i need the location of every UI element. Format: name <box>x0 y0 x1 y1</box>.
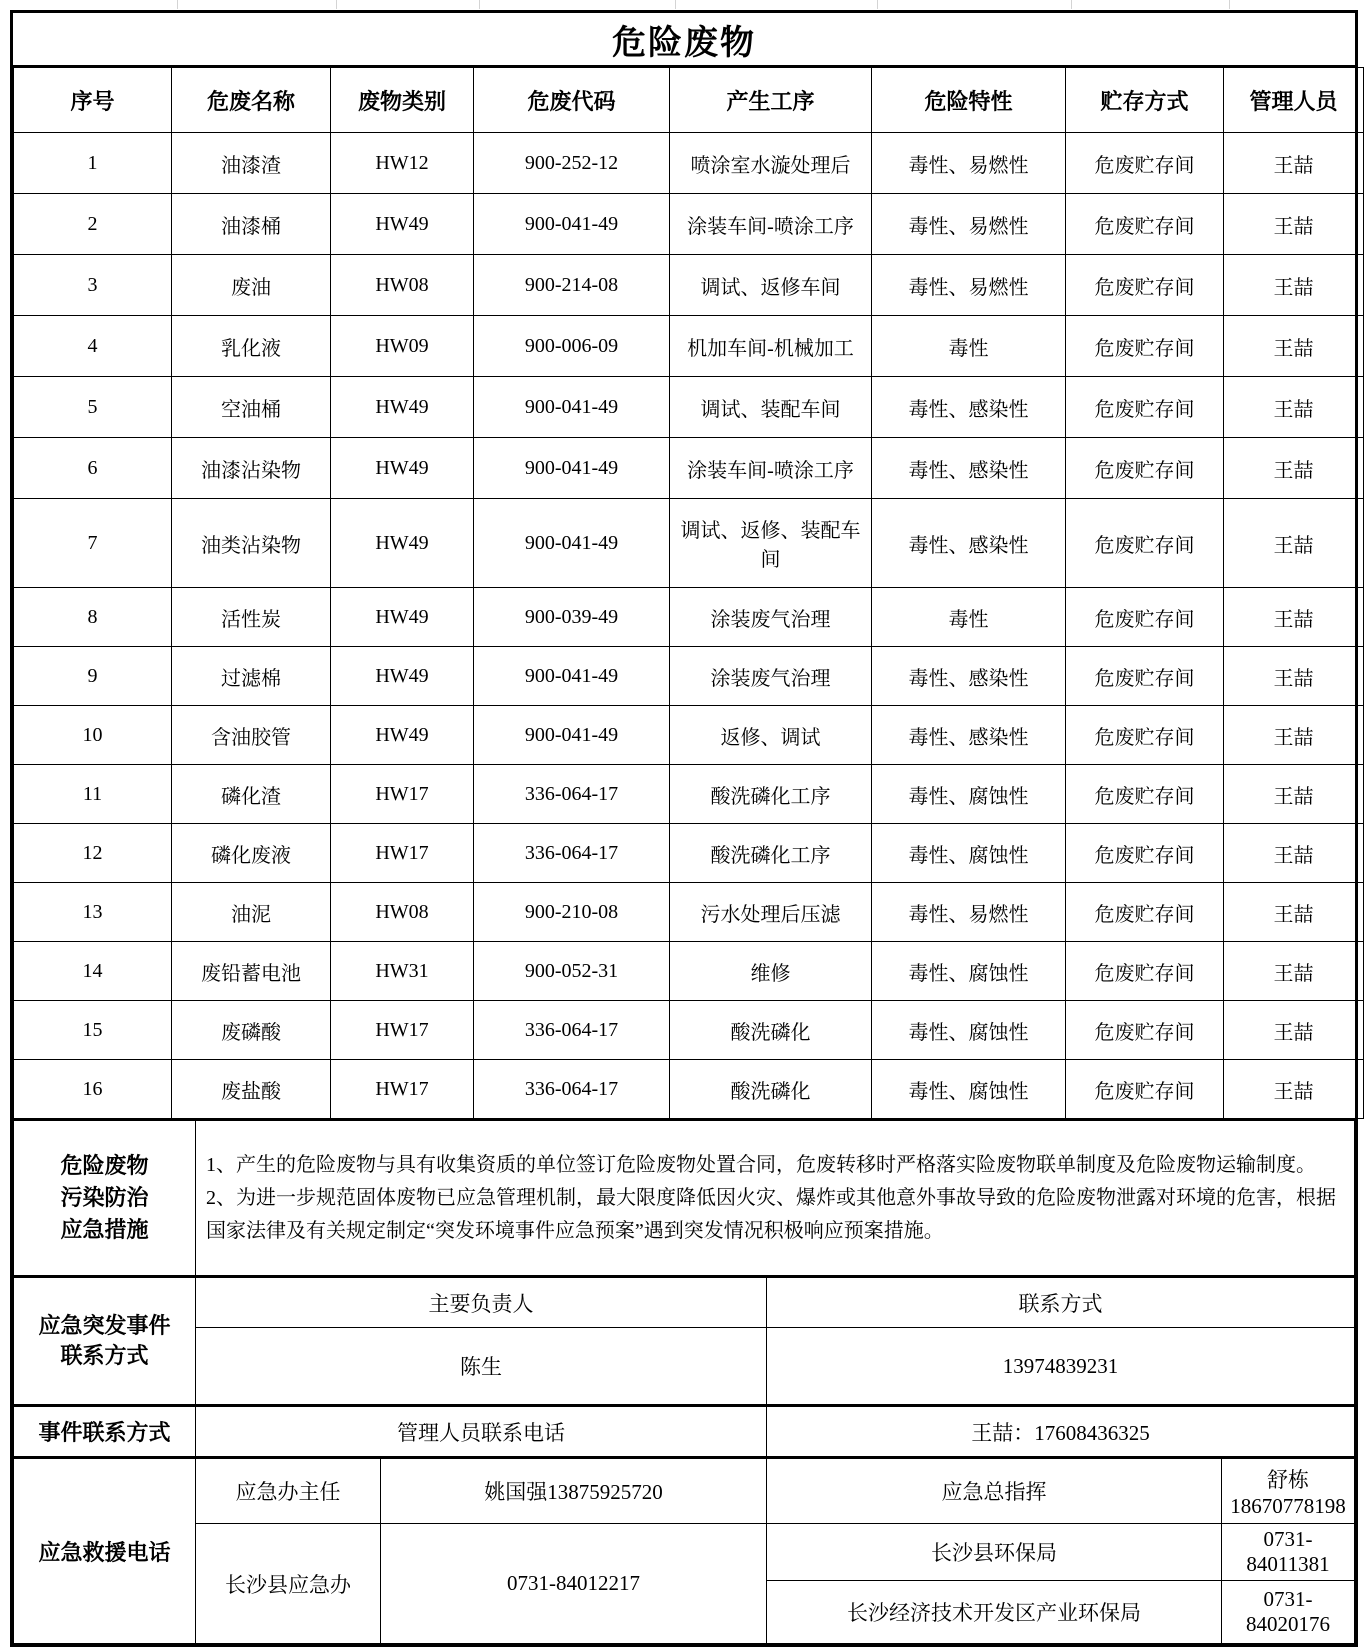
header-index: 序号 <box>14 68 172 133</box>
cell-waste-code: 900-039-49 <box>474 588 670 647</box>
cell-waste-name: 废磷酸 <box>172 1001 331 1060</box>
cell-waste-name: 乳化液 <box>172 316 331 377</box>
cell-waste-category: HW49 <box>331 647 474 706</box>
event-contact-section <box>13 1405 1355 1457</box>
cell-storage-method: 危废贮存间 <box>1066 765 1224 824</box>
event-contact-label: 事件联系方式 <box>14 1406 196 1457</box>
cell-hazard-characteristic: 毒性、腐蚀性 <box>872 1060 1066 1119</box>
cell-hazard-characteristic: 毒性、腐蚀性 <box>872 765 1066 824</box>
measures-label-text: 危险废物污染防治应急措施 <box>60 1153 149 1242</box>
cell-hazard-characteristic: 毒性、易燃性 <box>872 133 1066 194</box>
cell-manager: 王喆 <box>1224 765 1364 824</box>
cell-process: 机加车间-机械加工 <box>670 316 872 377</box>
cell-storage-method: 危废贮存间 <box>1066 588 1224 647</box>
table-row <box>14 824 1364 883</box>
cell-manager: 王喆 <box>1224 1060 1364 1119</box>
cell-waste-name: 油泥 <box>172 883 331 942</box>
cell-storage-method: 危废贮存间 <box>1066 1001 1224 1060</box>
rescue-commander-contact: 舒栋18670778198 <box>1222 1458 1355 1524</box>
measures-item-1: 1、产生的危险废物与具有收集资质的单位签订危险废物处置合同，危废转移时严格落实险废物联单制度及危险废物运输制度。 <box>206 1153 1316 1176</box>
cell-manager: 王喆 <box>1224 883 1364 942</box>
gridline-tick <box>675 0 676 9</box>
cell-hazard-characteristic: 毒性、腐蚀性 <box>872 1001 1066 1060</box>
cell-waste-category: HW49 <box>331 438 474 499</box>
cell-process: 维修 <box>670 942 872 1001</box>
cell-process: 调试、返修车间 <box>670 255 872 316</box>
gridline-tick <box>479 0 480 9</box>
header-process: 产生工序 <box>670 68 872 133</box>
gridline-tick <box>177 0 178 9</box>
rescue-commander-title: 应急总指挥 <box>767 1458 1222 1524</box>
cell-manager: 王喆 <box>1224 499 1364 588</box>
cell-waste-code: 336-064-17 <box>474 1001 670 1060</box>
rescue-row-1 <box>14 1458 1355 1524</box>
rescue-label: 应急救援电话 <box>14 1458 196 1644</box>
cell-hazard-characteristic: 毒性、腐蚀性 <box>872 942 1066 1001</box>
measures-row <box>14 1120 1355 1276</box>
cell-waste-name: 油漆桶 <box>172 194 331 255</box>
rescue-row-2 <box>14 1524 1355 1581</box>
rescue-office-name: 长沙县应急办 <box>196 1524 381 1644</box>
table-row <box>14 133 1364 194</box>
gridline-tick <box>877 0 878 9</box>
cell-waste-code: 336-064-17 <box>474 1060 670 1119</box>
cell-waste-code: 900-214-08 <box>474 255 670 316</box>
cell-process: 酸洗磷化工序 <box>670 824 872 883</box>
cell-waste-category: HW49 <box>331 377 474 438</box>
emergency-contact-label <box>14 1277 196 1405</box>
cell-index: 16 <box>14 1060 172 1119</box>
cell-waste-category: HW08 <box>331 255 474 316</box>
cell-waste-code: 900-052-31 <box>474 942 670 1001</box>
rescue-env-phone-1: 0731-84011381 <box>1222 1524 1355 1581</box>
cell-waste-code: 900-041-49 <box>474 438 670 499</box>
cell-index: 3 <box>14 255 172 316</box>
cell-index: 13 <box>14 883 172 942</box>
cell-storage-method: 危废贮存间 <box>1066 1060 1224 1119</box>
measures-section <box>13 1119 1355 1276</box>
hazardous-waste-sheet <box>10 10 1358 1647</box>
emergency-contact-section <box>13 1276 1355 1405</box>
cell-index: 14 <box>14 942 172 1001</box>
emergency-contact-contact-header: 联系方式 <box>767 1277 1355 1328</box>
emergency-contact-header-row <box>14 1277 1355 1328</box>
emergency-contact-phone: 13974839231 <box>767 1328 1355 1405</box>
cell-storage-method: 危废贮存间 <box>1066 499 1224 588</box>
gridline-tick <box>1229 0 1230 9</box>
cell-manager: 王喆 <box>1224 255 1364 316</box>
cell-waste-category: HW17 <box>331 1001 474 1060</box>
cell-process: 涂装车间-喷涂工序 <box>670 194 872 255</box>
header-waste-code: 危废代码 <box>474 68 670 133</box>
event-contact-field: 管理人员联系电话 <box>196 1406 767 1457</box>
cell-waste-name: 过滤棉 <box>172 647 331 706</box>
cell-waste-name: 废油 <box>172 255 331 316</box>
cell-index: 1 <box>14 133 172 194</box>
cell-storage-method: 危废贮存间 <box>1066 942 1224 1001</box>
cell-storage-method: 危废贮存间 <box>1066 883 1224 942</box>
table-row <box>14 1060 1364 1119</box>
cell-waste-code: 900-041-49 <box>474 706 670 765</box>
cell-process: 调试、返修、装配车间 <box>670 499 872 588</box>
cell-manager: 王喆 <box>1224 1001 1364 1060</box>
rescue-env-phone-2: 0731-84020176 <box>1222 1581 1355 1644</box>
rescue-director-title: 应急办主任 <box>196 1458 381 1524</box>
emergency-contact-label-text: 应急突发事件联系方式 <box>38 1313 171 1368</box>
cell-manager: 王喆 <box>1224 316 1364 377</box>
cell-index: 10 <box>14 706 172 765</box>
cell-hazard-characteristic: 毒性 <box>872 316 1066 377</box>
cell-hazard-characteristic: 毒性、感染性 <box>872 438 1066 499</box>
cell-waste-code: 900-041-49 <box>474 377 670 438</box>
cell-manager: 王喆 <box>1224 706 1364 765</box>
cell-process: 酸洗磷化 <box>670 1060 872 1119</box>
cell-hazard-characteristic: 毒性 <box>872 588 1066 647</box>
cell-index: 12 <box>14 824 172 883</box>
cell-waste-category: HW49 <box>331 499 474 588</box>
cell-hazard-characteristic: 毒性、感染性 <box>872 647 1066 706</box>
cell-waste-category: HW17 <box>331 765 474 824</box>
cell-manager: 王喆 <box>1224 942 1364 1001</box>
cell-waste-code: 900-252-12 <box>474 133 670 194</box>
event-contact-row <box>14 1406 1355 1457</box>
table-row <box>14 316 1364 377</box>
cell-manager: 王喆 <box>1224 824 1364 883</box>
cell-manager: 王喆 <box>1224 647 1364 706</box>
table-row <box>14 883 1364 942</box>
cell-waste-name: 含油胶管 <box>172 706 331 765</box>
measures-text <box>196 1120 1355 1276</box>
gridline-tick <box>1071 0 1072 9</box>
cell-hazard-characteristic: 毒性、感染性 <box>872 499 1066 588</box>
emergency-contact-value-row <box>14 1328 1355 1405</box>
header-waste-category: 废物类别 <box>331 68 474 133</box>
cell-index: 5 <box>14 377 172 438</box>
cell-manager: 王喆 <box>1224 588 1364 647</box>
cell-waste-name: 磷化渣 <box>172 765 331 824</box>
cell-process: 调试、装配车间 <box>670 377 872 438</box>
waste-table-body <box>14 133 1364 1119</box>
cell-manager: 王喆 <box>1224 133 1364 194</box>
cell-manager: 王喆 <box>1224 194 1364 255</box>
cell-storage-method: 危废贮存间 <box>1066 438 1224 499</box>
cell-waste-category: HW31 <box>331 942 474 1001</box>
cell-waste-category: HW17 <box>331 824 474 883</box>
cell-waste-category: HW12 <box>331 133 474 194</box>
cell-index: 8 <box>14 588 172 647</box>
table-header-row <box>14 68 1364 133</box>
cell-waste-code: 900-210-08 <box>474 883 670 942</box>
cell-waste-code: 336-064-17 <box>474 824 670 883</box>
cell-waste-code: 900-041-49 <box>474 194 670 255</box>
measures-item-2: 2、为进一步规范固体废物已应急管理机制，最大限度降低因火灾、爆炸或其他意外事故导致的危险废物泄露对环境的危害，根据国家法律及有关规定制定“突发环境事件应急预案”遇到突发情况积极响应预案措施。 <box>206 1186 1336 1242</box>
cell-index: 11 <box>14 765 172 824</box>
cell-hazard-characteristic: 毒性、易燃性 <box>872 883 1066 942</box>
rescue-env-bureau-1: 长沙县环保局 <box>767 1524 1222 1581</box>
cell-process: 涂装废气治理 <box>670 588 872 647</box>
cell-index: 7 <box>14 499 172 588</box>
table-row <box>14 765 1364 824</box>
table-row <box>14 255 1364 316</box>
table-row <box>14 194 1364 255</box>
cell-index: 15 <box>14 1001 172 1060</box>
cell-storage-method: 危废贮存间 <box>1066 647 1224 706</box>
cell-manager: 王喆 <box>1224 438 1364 499</box>
rescue-phone-section <box>13 1457 1355 1644</box>
table-row <box>14 377 1364 438</box>
rescue-office-phone: 0731-84012217 <box>381 1524 767 1644</box>
cell-waste-category: HW49 <box>331 706 474 765</box>
cell-waste-code: 336-064-17 <box>474 765 670 824</box>
header-storage-method: 贮存方式 <box>1066 68 1224 133</box>
cell-waste-category: HW17 <box>331 1060 474 1119</box>
cell-hazard-characteristic: 毒性、易燃性 <box>872 255 1066 316</box>
cell-hazard-characteristic: 毒性、感染性 <box>872 706 1066 765</box>
table-row <box>14 706 1364 765</box>
cell-waste-name: 活性炭 <box>172 588 331 647</box>
cell-process: 污水处理后压滤 <box>670 883 872 942</box>
cell-index: 4 <box>14 316 172 377</box>
cell-waste-name: 油漆沾染物 <box>172 438 331 499</box>
header-hazard-characteristic: 危险特性 <box>872 68 1066 133</box>
cell-storage-method: 危废贮存间 <box>1066 133 1224 194</box>
cell-index: 6 <box>14 438 172 499</box>
cell-process: 酸洗磷化 <box>670 1001 872 1060</box>
emergency-contact-person: 陈生 <box>196 1328 767 1405</box>
rescue-env-bureau-2: 长沙经济技术开发区产业环保局 <box>767 1581 1222 1644</box>
cell-manager: 王喆 <box>1224 377 1364 438</box>
table-row <box>14 647 1364 706</box>
table-row <box>14 1001 1364 1060</box>
cell-waste-category: HW09 <box>331 316 474 377</box>
cell-storage-method: 危废贮存间 <box>1066 377 1224 438</box>
header-manager: 管理人员 <box>1224 68 1364 133</box>
cell-waste-category: HW49 <box>331 194 474 255</box>
table-row <box>14 499 1364 588</box>
cell-waste-category: HW49 <box>331 588 474 647</box>
cell-waste-name: 废铅蓄电池 <box>172 942 331 1001</box>
cell-waste-name: 油类沾染物 <box>172 499 331 588</box>
cell-hazard-characteristic: 毒性、易燃性 <box>872 194 1066 255</box>
gridline-tick <box>336 0 337 9</box>
table-row <box>14 438 1364 499</box>
emergency-contact-person-header: 主要负责人 <box>196 1277 767 1328</box>
cell-process: 涂装废气治理 <box>670 647 872 706</box>
table-row <box>14 588 1364 647</box>
cell-process: 喷涂室水漩处理后 <box>670 133 872 194</box>
cell-process: 返修、调试 <box>670 706 872 765</box>
cell-index: 9 <box>14 647 172 706</box>
cell-waste-code: 900-006-09 <box>474 316 670 377</box>
cell-waste-name: 油漆渣 <box>172 133 331 194</box>
table-row <box>14 942 1364 1001</box>
cell-waste-category: HW08 <box>331 883 474 942</box>
cell-storage-method: 危废贮存间 <box>1066 255 1224 316</box>
rescue-director-contact: 姚国强13875925720 <box>381 1458 767 1524</box>
cell-storage-method: 危废贮存间 <box>1066 824 1224 883</box>
cell-process: 涂装车间-喷涂工序 <box>670 438 872 499</box>
cell-waste-name: 空油桶 <box>172 377 331 438</box>
header-waste-name: 危废名称 <box>172 68 331 133</box>
page-title: 危险废物 <box>13 13 1355 67</box>
cell-waste-name: 废盐酸 <box>172 1060 331 1119</box>
measures-label <box>14 1120 196 1276</box>
event-contact-value: 王喆：17608436325 <box>767 1406 1355 1457</box>
cell-storage-method: 危废贮存间 <box>1066 706 1224 765</box>
cell-waste-code: 900-041-49 <box>474 647 670 706</box>
cell-waste-name: 磷化废液 <box>172 824 331 883</box>
cell-storage-method: 危废贮存间 <box>1066 316 1224 377</box>
cell-process: 酸洗磷化工序 <box>670 765 872 824</box>
cell-hazard-characteristic: 毒性、腐蚀性 <box>872 824 1066 883</box>
hazardous-waste-table <box>13 67 1364 1119</box>
cell-index: 2 <box>14 194 172 255</box>
cell-storage-method: 危废贮存间 <box>1066 194 1224 255</box>
cell-hazard-characteristic: 毒性、感染性 <box>872 377 1066 438</box>
cell-waste-code: 900-041-49 <box>474 499 670 588</box>
